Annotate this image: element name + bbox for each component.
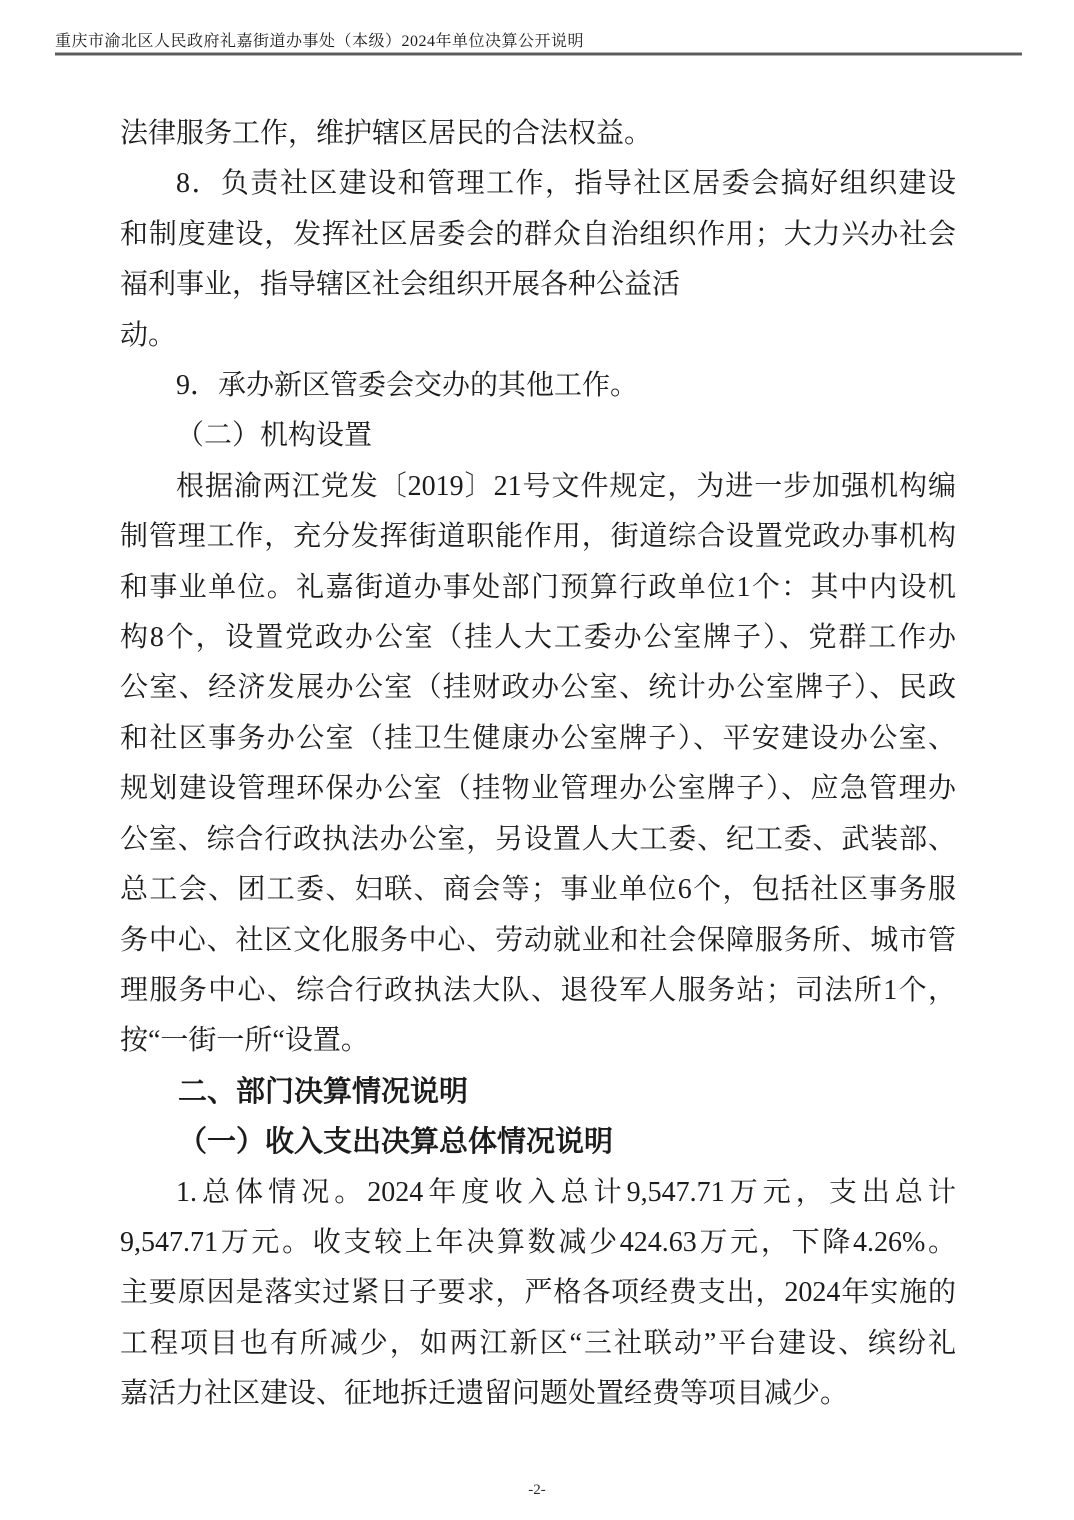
text-line: 和制度建设，发挥社区居委会的群众自治组织作用；大力兴办社会 xyxy=(120,218,956,250)
text-line: 1.总体情况。2024年度收入总计9,547.71万元，支出总计 xyxy=(176,1176,956,1208)
text-line: 嘉活力社区建设、征地拆迁遗留问题处置经费等项目减少。 xyxy=(120,1378,849,1410)
text-line: 公室、综合行政执法办公室，另设置人大工委、纪工委、武装部、 xyxy=(120,823,956,855)
page-footer xyxy=(0,1482,1074,1499)
document-body xyxy=(120,109,956,1420)
page-number: -2- xyxy=(528,1482,546,1498)
text-line: 按“一街一所“设置。 xyxy=(120,1025,369,1057)
text-line: 二、部门决算情况说明 xyxy=(178,1075,469,1108)
text-line: 根据渝两江党发〔2019〕21号文件规定，为进一步加强机构编 xyxy=(176,470,956,502)
text-line: 工程项目也有所减少，如两江新区“三社联动”平台建设、缤纷礼 xyxy=(120,1327,956,1359)
text-line: 和事业单位。礼嘉街道办事处部门预算行政单位1个：其中内设机 xyxy=(120,571,956,603)
text-line: 法律服务工作，维护辖区居民的合法权益。 xyxy=(120,118,653,149)
text-line: 理服务中心、综合行政执法大队、退役军人服务站；司法所1个， xyxy=(120,974,956,1006)
header-title: 重庆市渝北区人民政府礼嘉街道办事处（本级）2024年单位决算公开说明 xyxy=(55,33,585,50)
text-line: 制管理工作，充分发挥街道职能作用，街道综合设置党政办事机构 xyxy=(120,521,956,553)
text-line: 动。 xyxy=(120,319,177,351)
header-rule-divider xyxy=(55,52,1022,56)
text-line: 福利事业，指导辖区社会组织开展各种公益活 xyxy=(120,269,681,301)
text-line: （一）收入支出决算总体情况说明 xyxy=(178,1126,614,1159)
text-line: 务中心、社区文化服务中心、劳动就业和社会保障服务所、城市管 xyxy=(120,924,956,956)
text-line: 公室、经济发展办公室（挂财政办公室、统计办公室牌子）、民政 xyxy=(120,672,956,704)
text-line: 构8个，设置党政办公室（挂人大工委办公室牌子）、党群工作办 xyxy=(120,622,956,654)
text-line: （二）机构设置 xyxy=(176,420,373,452)
text-line: 9,547.71万元。收支较上年决算数减少424.63万元，下降4.26%。 xyxy=(120,1226,956,1258)
text-line: 8．负责社区建设和管理工作，指导社区居委会搞好组织建设 xyxy=(176,168,956,200)
text-line: 规划建设管理环保办公室（挂物业管理办公室牌子）、应急管理办 xyxy=(120,773,956,805)
text-line: 主要原因是落实过紧日子要求，严格各项经费支出，2024年实施的 xyxy=(120,1277,956,1309)
text-line: 总工会、团工委、妇联、商会等；事业单位6个，包括社区事务服 xyxy=(120,874,956,906)
text-line: 和社区事务办公室（挂卫生健康办公室牌子）、平安建设办公室、 xyxy=(120,722,956,754)
text-line: 9．承办新区管委会交办的其他工作。 xyxy=(176,370,639,402)
